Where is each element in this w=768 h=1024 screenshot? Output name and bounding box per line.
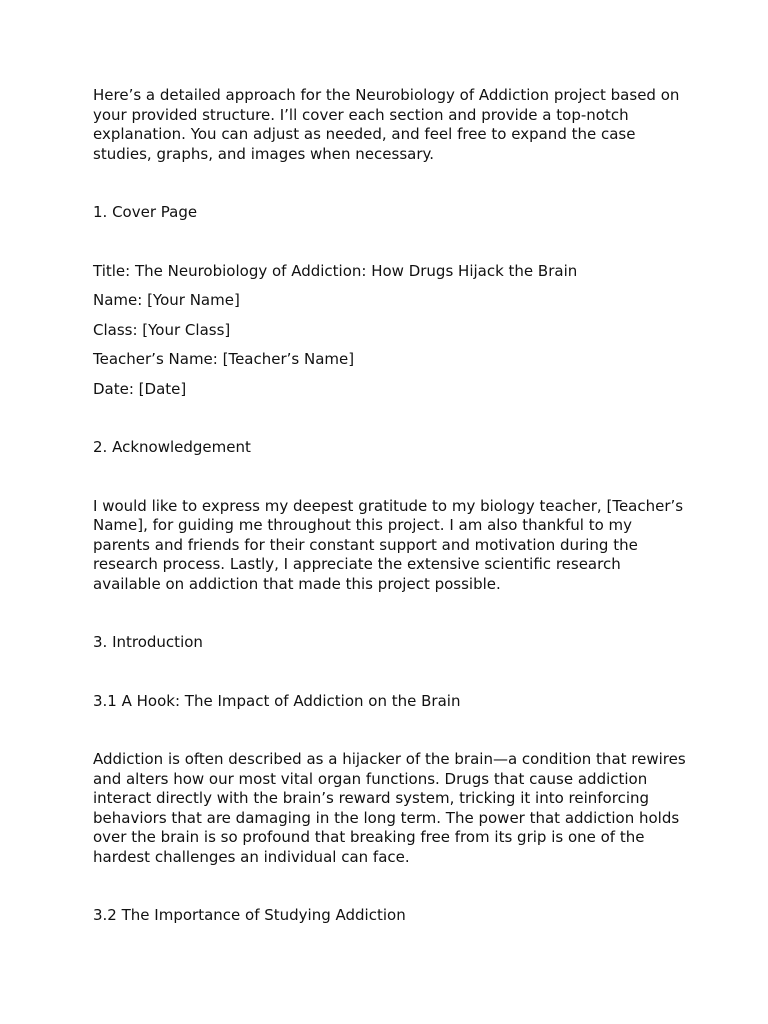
hook-paragraph: Addiction is often described as a hijacker of the brain—a condition that rewires and alters how our most vital organ functions. Drugs that cause addiction interact directly with the brain’s reward system, tricking it into reinforcing behaviors that are damaging in the long term. The power that addiction holds over the brain is so profound that breaking free from its grip is one of the hardest challenges an individual can face.	[93, 750, 686, 866]
cover-title: Title: The Neurobiology of Addiction: How Drugs Hijack the Brain	[93, 261, 578, 280]
importance-heading: 3.2 The Importance of Studying Addiction	[93, 906, 406, 924]
cover-name: Name: [Your Name]	[93, 291, 240, 309]
cover-date: Date: [Date]	[93, 379, 187, 398]
intro-paragraph: Here’s a detailed approach for the Neurobiology of Addiction project based on your provided structure. I’ll cover each section and provide a top-notch explanation. You can adjust as needed, and feel free to expand the case studies, graphs, and images when necessary.	[93, 86, 680, 163]
cover-class: Class: [Your Class]	[93, 320, 231, 339]
hook-heading: 3.1 A Hook: The Impact of Addiction on the Brain	[93, 691, 461, 710]
acknowledgement-paragraph: I would like to express my deepest gratitude to my biology teacher, [Teacher’s Name], for guiding me throughout this project. I am also thankful to my parents and friends for their constant support and motivation during the research process. Lastly, I appreciate the extensive scientific research available on addiction that made this project possible.	[93, 496, 684, 593]
cover-teacher: Teacher’s Name: [Teacher’s Name]	[93, 350, 355, 368]
acknowledgement-heading: 2. Acknowledgement	[93, 438, 251, 456]
document-page	[93, 86, 693, 926]
introduction-heading: 3. Introduction	[93, 633, 203, 651]
cover-page-heading: 1. Cover Page	[93, 203, 198, 221]
